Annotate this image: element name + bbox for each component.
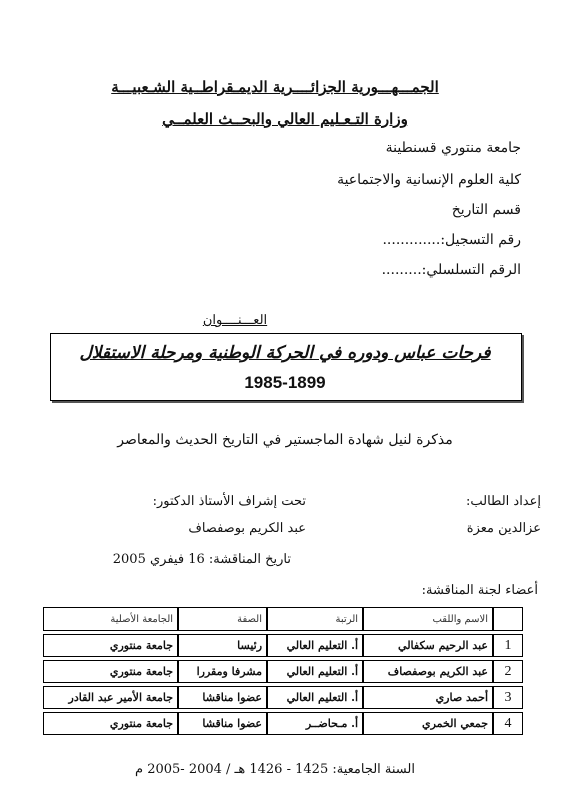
ministry-header: وزارة التـعـليم العالي والبحــث العلمــي — [162, 110, 408, 128]
faculty-name: كلية العلوم الإنسانية والاجتماعية — [337, 172, 521, 188]
jury-rank: أ. التعليم العالي — [267, 686, 363, 709]
republic-header: الجمـــهـــورية الجزائــــرية الديمـقراطــية الشـعبيـــة — [111, 78, 439, 96]
supervisor-name: عبد الكريم بوصفصاف — [188, 521, 306, 536]
jury-rank: أ. التعليم العالي — [267, 634, 363, 657]
jury-name: عبد الكريم بوصفصاف — [363, 660, 493, 683]
jury-role: رئيسا — [178, 634, 267, 657]
table-row — [43, 634, 523, 657]
title-label: العـــنــــوان — [202, 313, 268, 328]
memo-statement: مذكرة لنيل شهادة الماجستير في التاريخ الحديث والمعاصر — [117, 432, 453, 448]
serial-number: الرقم التسلسلي:......... — [381, 262, 521, 278]
jury-header-university: الجامعة الأصلية — [43, 607, 178, 631]
jury-header-row — [43, 607, 523, 631]
registration-number: رقم التسجيل:............. — [382, 232, 521, 248]
jury-rank: أ. التعليم العالي — [267, 660, 363, 683]
jury-header-name: الاسم واللقب — [363, 607, 493, 631]
jury-university: جامعة منتوري — [43, 660, 178, 683]
jury-header-role: الصفة — [178, 607, 267, 631]
department-name: قسم التاريخ — [451, 202, 521, 218]
table-row — [43, 660, 523, 683]
table-row — [43, 686, 523, 709]
jury-header-rank: الرتبة — [267, 607, 363, 631]
jury-role: عضوا مناقشا — [178, 686, 267, 709]
jury-num: 1 — [493, 634, 523, 657]
jury-rank: أ. مـحاضــر — [267, 712, 363, 735]
jury-role: مشرفا ومقررا — [178, 660, 267, 683]
student-name: عزالدين معزة — [466, 521, 541, 536]
thesis-years: 1985-1899 — [244, 373, 326, 392]
jury-header-num — [493, 607, 523, 631]
table-row — [43, 712, 523, 735]
jury-role: عضوا مناقشا — [178, 712, 267, 735]
jury-name: جمعي الخمري — [363, 712, 493, 735]
jury-name: عبد الرحيم سكفالي — [363, 634, 493, 657]
thesis-title: فرحات عباس ودوره في الحركة الوطنية ومرحلة الاستقلال — [79, 343, 491, 363]
academic-year: السنة الجامعية: 1425 - 1426 هـ / 2004 -2005 م — [135, 762, 415, 777]
jury-university: جامعة منتوري — [43, 712, 178, 735]
jury-table — [43, 604, 523, 738]
defense-date: تاريخ المناقشة: 16 فيفري 2005 — [112, 552, 291, 567]
supervision-label: تحت إشراف الأستاذ الدكتور: — [152, 494, 306, 509]
jury-num: 3 — [493, 686, 523, 709]
jury-label: أعضاء لجنة المناقشة: — [421, 583, 538, 598]
university-name: جامعة منتوري قسنطينة — [385, 140, 521, 156]
prepared-label: إعداد الطالب: — [465, 494, 541, 509]
jury-num: 4 — [493, 712, 523, 735]
jury-num: 2 — [493, 660, 523, 683]
jury-university: جامعة منتوري — [43, 634, 178, 657]
jury-name: أحمد صاري — [363, 686, 493, 709]
jury-university: جامعة الأمير عبد القادر — [43, 686, 178, 709]
